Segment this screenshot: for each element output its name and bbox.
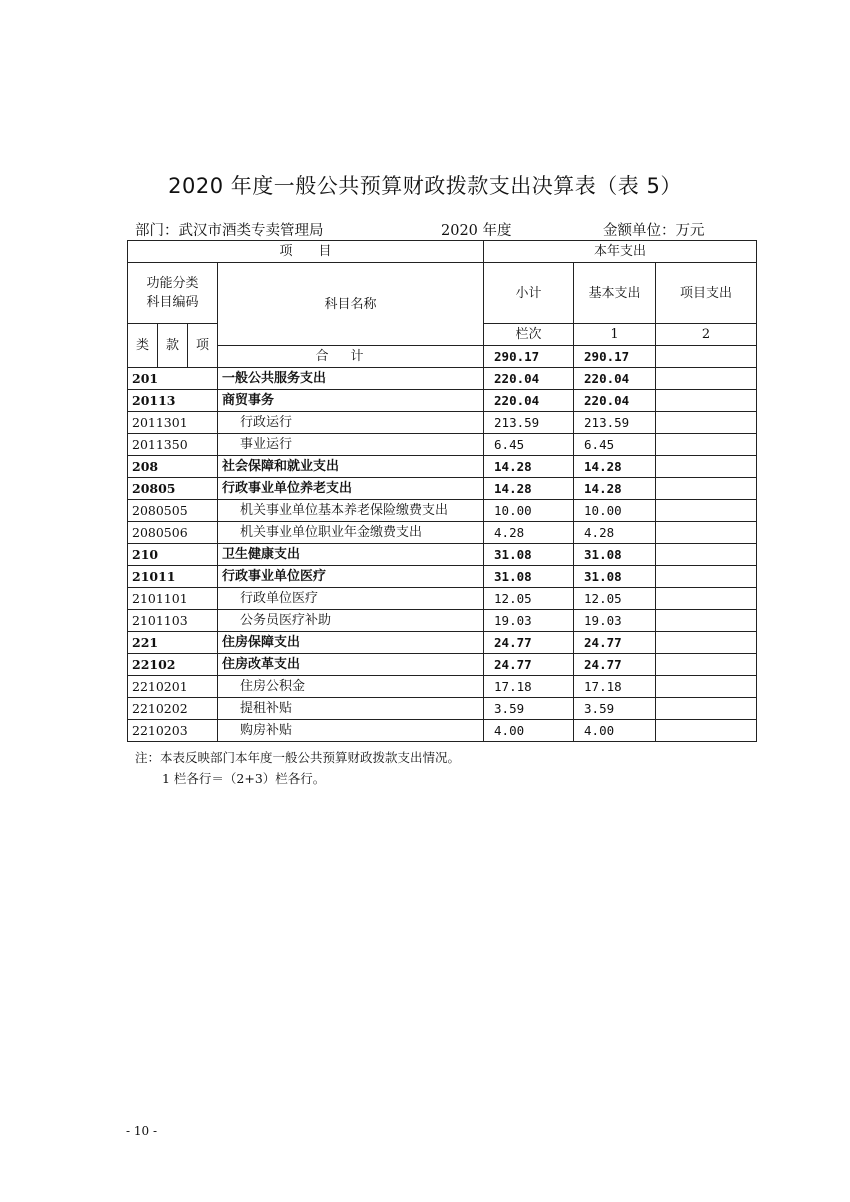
- basic-spending-value: 31.08: [574, 566, 656, 588]
- subtotal-value: 4.28: [484, 522, 574, 544]
- total-basic: 290.17: [574, 346, 656, 368]
- subject-code: 201: [128, 368, 218, 390]
- subtotal-value: 31.08: [484, 566, 574, 588]
- basic-spending-value: 220.04: [574, 368, 656, 390]
- subtotal-value: 213.59: [484, 412, 574, 434]
- project-spending-value: [656, 500, 757, 522]
- subject-name: 事业运行: [218, 434, 484, 456]
- basic-spending-header: 基本支出: [574, 263, 656, 324]
- subject-name: 一般公共服务支出: [218, 368, 484, 390]
- basic-spending-value: 14.28: [574, 456, 656, 478]
- basic-spending-value: 213.59: [574, 412, 656, 434]
- subject-code: 20805: [128, 478, 218, 500]
- subject-name: 行政事业单位医疗: [218, 566, 484, 588]
- total-label-text: 合计: [315, 349, 386, 364]
- subject-code: 2210202: [128, 698, 218, 720]
- subject-code: 2101101: [128, 588, 218, 610]
- project-spending-value: [656, 654, 757, 676]
- subtotal-value: 19.03: [484, 610, 574, 632]
- basic-spending-value: 220.04: [574, 390, 656, 412]
- subject-code: 221: [128, 632, 218, 654]
- basic-spending-value: 14.28: [574, 478, 656, 500]
- project-spending-value: [656, 676, 757, 698]
- project-spending-value: [656, 566, 757, 588]
- table-row: [128, 478, 757, 500]
- project-spending-value: [656, 698, 757, 720]
- subject-code: 208: [128, 456, 218, 478]
- column-2-label: 2: [656, 324, 757, 346]
- subject-name: 住房公积金: [218, 676, 484, 698]
- subject-code: 2080506: [128, 522, 218, 544]
- subject-name: 行政运行: [218, 412, 484, 434]
- project-spending-value: [656, 368, 757, 390]
- subject-code: 2011350: [128, 434, 218, 456]
- project-spending-value: [656, 632, 757, 654]
- subject-code: 2011301: [128, 412, 218, 434]
- table-row: [128, 522, 757, 544]
- kuan-header: 款: [158, 324, 188, 368]
- subject-code: 210: [128, 544, 218, 566]
- subject-code: 2101103: [128, 610, 218, 632]
- basic-spending-value: 17.18: [574, 676, 656, 698]
- subtotal-value: 10.00: [484, 500, 574, 522]
- total-project: [656, 346, 757, 368]
- subject-name: 卫生健康支出: [218, 544, 484, 566]
- department-label: 部门：武汉市酒类专卖管理局: [135, 223, 324, 239]
- lei-header: 类: [128, 324, 158, 368]
- subtotal-value: 31.08: [484, 544, 574, 566]
- table-row: [128, 368, 757, 390]
- note-line-2: 1 栏各行＝（2+3）栏各行。: [162, 771, 326, 786]
- subject-code: 21011: [128, 566, 218, 588]
- subject-name: 社会保障和就业支出: [218, 456, 484, 478]
- table-row: [128, 434, 757, 456]
- project-spending-value: [656, 478, 757, 500]
- basic-spending-value: 19.03: [574, 610, 656, 632]
- project-spending-value: [656, 456, 757, 478]
- table-row: [128, 676, 757, 698]
- subject-code: 20113: [128, 390, 218, 412]
- subtotal-value: 14.28: [484, 478, 574, 500]
- basic-spending-value: 31.08: [574, 544, 656, 566]
- subject-name: 公务员医疗补助: [218, 610, 484, 632]
- project-spending-value: [656, 588, 757, 610]
- project-spending-value: [656, 390, 757, 412]
- current-year-spending-header: 本年支出: [484, 241, 757, 263]
- subject-code: 2080505: [128, 500, 218, 522]
- project-spending-value: [656, 522, 757, 544]
- basic-spending-value: 24.77: [574, 632, 656, 654]
- project-spending-value: [656, 720, 757, 742]
- total-label: [218, 346, 484, 368]
- subject-code: 2210201: [128, 676, 218, 698]
- items-header: 项 目: [128, 241, 484, 263]
- basic-spending-value: 12.05: [574, 588, 656, 610]
- subtotal-value: 24.77: [484, 632, 574, 654]
- subject-name: 机关事业单位基本养老保险缴费支出: [218, 500, 484, 522]
- project-spending-value: [656, 412, 757, 434]
- basic-spending-value: 4.28: [574, 522, 656, 544]
- project-spending-header: 项目支出: [656, 263, 757, 324]
- subject-name: 机关事业单位职业年金缴费支出: [218, 522, 484, 544]
- subject-code: 22102: [128, 654, 218, 676]
- subtotal-value: 12.05: [484, 588, 574, 610]
- table-row: [128, 720, 757, 742]
- table-row: [128, 610, 757, 632]
- subtotal-value: 17.18: [484, 676, 574, 698]
- subtotal-value: 24.77: [484, 654, 574, 676]
- table-row: [128, 500, 757, 522]
- subject-name: 行政事业单位养老支出: [218, 478, 484, 500]
- total-subtotal: 290.17: [484, 346, 574, 368]
- table-row: [128, 544, 757, 566]
- page-number: - 10 -: [126, 1124, 158, 1138]
- fiscal-year-label: 2020 年度: [441, 223, 512, 239]
- project-spending-value: [656, 434, 757, 456]
- total-row: [128, 346, 757, 368]
- project-spending-value: [656, 610, 757, 632]
- budget-table: [127, 240, 757, 742]
- header-row-2: [128, 263, 757, 324]
- document-title: 2020 年度一般公共预算财政拨款支出决算表（表 5）: [168, 174, 682, 198]
- subtotal-header: 小计: [484, 263, 574, 324]
- subtotal-value: 220.04: [484, 390, 574, 412]
- xiang-header: 项: [188, 324, 218, 368]
- subtotal-value: 220.04: [484, 368, 574, 390]
- table-row: [128, 698, 757, 720]
- subject-name: 行政单位医疗: [218, 588, 484, 610]
- basic-spending-value: 10.00: [574, 500, 656, 522]
- table-row: [128, 412, 757, 434]
- column-order-label: 栏次: [484, 324, 574, 346]
- subtotal-value: 3.59: [484, 698, 574, 720]
- basic-spending-value: 24.77: [574, 654, 656, 676]
- column-1-label: 1: [574, 324, 656, 346]
- subtotal-value: 4.00: [484, 720, 574, 742]
- basic-spending-value: 4.00: [574, 720, 656, 742]
- subject-name: 住房保障支出: [218, 632, 484, 654]
- table-row: [128, 390, 757, 412]
- subject-code: 2210203: [128, 720, 218, 742]
- function-code-header: 功能分类 科目编码: [128, 263, 218, 324]
- table-row: [128, 654, 757, 676]
- project-spending-value: [656, 544, 757, 566]
- table-row: [128, 588, 757, 610]
- subject-name: 购房补贴: [218, 720, 484, 742]
- subject-name: 提租补贴: [218, 698, 484, 720]
- table-row: [128, 566, 757, 588]
- subtotal-value: 14.28: [484, 456, 574, 478]
- table-row: [128, 632, 757, 654]
- table-row: [128, 456, 757, 478]
- note-line-1: 注：本表反映部门本年度一般公共预算财政拨款支出情况。: [135, 750, 461, 765]
- subject-name: 住房改革支出: [218, 654, 484, 676]
- basic-spending-value: 6.45: [574, 434, 656, 456]
- subject-name-header: 科目名称: [218, 263, 484, 346]
- basic-spending-value: 3.59: [574, 698, 656, 720]
- currency-unit-label: 金额单位：万元: [603, 223, 705, 239]
- subject-name: 商贸事务: [218, 390, 484, 412]
- header-row-1: [128, 241, 757, 263]
- subtotal-value: 6.45: [484, 434, 574, 456]
